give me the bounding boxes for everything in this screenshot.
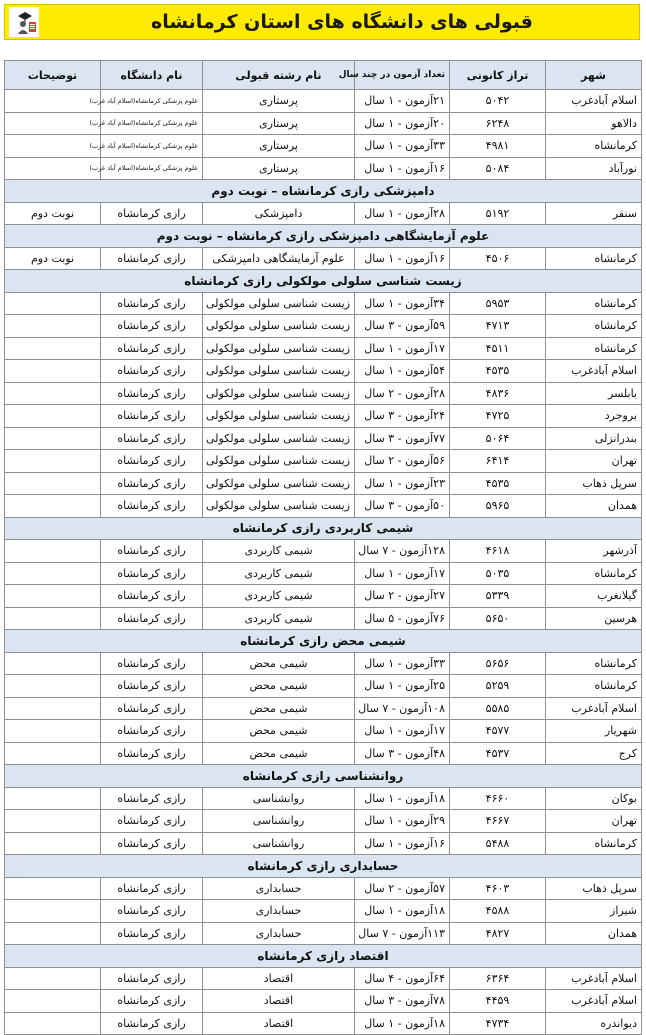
notes-cell xyxy=(5,607,101,630)
table-row xyxy=(5,720,642,743)
major-cell: حسابداری xyxy=(203,922,355,945)
notes-cell xyxy=(5,810,101,833)
notes-cell xyxy=(5,990,101,1013)
score-cell: ۵۳۳۹ xyxy=(450,585,546,608)
score-cell: ۴۷۲۵ xyxy=(450,405,546,428)
table-row xyxy=(5,697,642,720)
section-heading-row xyxy=(5,945,642,968)
exams-cell: ۱۷آزمون - ۱ سال xyxy=(355,337,450,360)
major-cell: شیمی کاربردی xyxy=(203,562,355,585)
exams-cell: ۵۷آزمون - ۲ سال xyxy=(355,877,450,900)
major-cell: حسابداری xyxy=(203,900,355,923)
score-cell: ۴۹۸۱ xyxy=(450,135,546,158)
section-heading: دامپزشکی رازی کرمانشاه – نوبت دوم xyxy=(5,180,642,203)
score-cell: ۵۵۸۵ xyxy=(450,697,546,720)
table-row xyxy=(5,810,642,833)
major-cell: زیست شناسی سلولی مولکولی xyxy=(203,450,355,473)
section-heading-row xyxy=(5,225,642,248)
section-heading-row xyxy=(5,180,642,203)
exams-cell: ۴۸آزمون - ۳ سال xyxy=(355,742,450,765)
score-cell: ۵۴۸۸ xyxy=(450,832,546,855)
notes-cell xyxy=(5,495,101,518)
university-cell: رازی کرمانشاه xyxy=(101,247,203,270)
major-cell: زیست شناسی سلولی مولکولی xyxy=(203,315,355,338)
major-cell: اقتصاد xyxy=(203,1012,355,1035)
score-cell: ۴۵۳۵ xyxy=(450,472,546,495)
city-cell: بابلسر xyxy=(546,382,642,405)
major-cell: زیست شناسی سلولی مولکولی xyxy=(203,337,355,360)
university-cell: رازی کرمانشاه xyxy=(101,382,203,405)
major-cell: دامپزشکی xyxy=(203,202,355,225)
city-cell: نورآباد xyxy=(546,157,642,180)
score-cell: ۵۹۵۳ xyxy=(450,292,546,315)
score-cell: ۵۱۹۲ xyxy=(450,202,546,225)
exams-cell: ۲۱آزمون - ۱ سال xyxy=(355,90,450,113)
city-cell: اسلام آبادغرب xyxy=(546,990,642,1013)
exams-cell: ۶۴آزمون - ۴ سال xyxy=(355,967,450,990)
table-row xyxy=(5,967,642,990)
notes-cell xyxy=(5,585,101,608)
university-cell: رازی کرمانشاه xyxy=(101,652,203,675)
table-row xyxy=(5,247,642,270)
table-row xyxy=(5,495,642,518)
section-heading-row xyxy=(5,270,642,293)
major-cell: شیمی محض xyxy=(203,720,355,743)
city-cell: کرمانشاه xyxy=(546,675,642,698)
score-cell: ۶۲۴۸ xyxy=(450,112,546,135)
column-header-city: شهر xyxy=(546,61,642,90)
city-cell: دالاهو xyxy=(546,112,642,135)
table-row xyxy=(5,450,642,473)
city-cell: دیواندره xyxy=(546,1012,642,1035)
exams-cell: ۳۳آزمون - ۱ سال xyxy=(355,652,450,675)
university-cell: رازی کرمانشاه xyxy=(101,562,203,585)
exams-cell: ۳۳آزمون - ۱ سال xyxy=(355,135,450,158)
major-cell: شیمی محض xyxy=(203,742,355,765)
table-row xyxy=(5,675,642,698)
exams-cell: ۱۶آزمون - ۱ سال xyxy=(355,247,450,270)
city-cell: اسلام آبادغرب xyxy=(546,697,642,720)
notes-cell: نوبت دوم xyxy=(5,247,101,270)
major-cell: شیمی کاربردی xyxy=(203,607,355,630)
city-cell: بندرانزلی xyxy=(546,427,642,450)
column-header-score: تراز کانونی xyxy=(450,61,546,90)
table-row xyxy=(5,157,642,180)
major-cell: پرستاری xyxy=(203,90,355,113)
university-cell: رازی کرمانشاه xyxy=(101,202,203,225)
table-row xyxy=(5,1012,642,1035)
exams-cell: ۵۹آزمون - ۳ سال xyxy=(355,315,450,338)
notes-cell xyxy=(5,877,101,900)
table-row xyxy=(5,112,642,135)
university-cell: رازی کرمانشاه xyxy=(101,427,203,450)
city-cell: سنقر xyxy=(546,202,642,225)
notes-cell xyxy=(5,652,101,675)
notes-cell xyxy=(5,157,101,180)
table-row xyxy=(5,562,642,585)
title-banner xyxy=(4,4,640,40)
exams-cell: ۷۸آزمون - ۳ سال xyxy=(355,990,450,1013)
page-title: قبولی های دانشگاه های استان کرمانشاه xyxy=(150,11,533,33)
major-cell: زیست شناسی سلولی مولکولی xyxy=(203,405,355,428)
score-cell: ۴۶۶۰ xyxy=(450,787,546,810)
exams-cell: ۲۳آزمون - ۱ سال xyxy=(355,472,450,495)
table-row xyxy=(5,922,642,945)
exams-cell: ۵۶آزمون - ۲ سال xyxy=(355,450,450,473)
table-row xyxy=(5,292,642,315)
section-heading-row xyxy=(5,630,642,653)
university-cell: رازی کرمانشاه xyxy=(101,742,203,765)
table-row xyxy=(5,472,642,495)
table-row xyxy=(5,315,642,338)
notes-cell xyxy=(5,360,101,383)
section-heading: زیست شناسی سلولی مولکولی رازی کرمانشاه xyxy=(5,270,642,293)
section-heading: علوم آزمایشگاهی دامپزشکی رازی کرمانشاه – نوبت دوم xyxy=(5,225,642,248)
city-cell: تهران xyxy=(546,450,642,473)
university-cell: علوم پزشکی کرمانشاه(اسلام آباد غرب) xyxy=(101,135,203,158)
university-cell: رازی کرمانشاه xyxy=(101,900,203,923)
score-cell: ۴۷۳۴ xyxy=(450,1012,546,1035)
table-row xyxy=(5,135,642,158)
exams-cell: ۷۶آزمون - ۵ سال xyxy=(355,607,450,630)
city-cell: تهران xyxy=(546,810,642,833)
section-heading: اقتصاد رازی کرمانشاه xyxy=(5,945,642,968)
score-cell: ۶۴۱۴ xyxy=(450,450,546,473)
university-cell: رازی کرمانشاه xyxy=(101,337,203,360)
notes-cell xyxy=(5,1012,101,1035)
city-cell: هرسین xyxy=(546,607,642,630)
table-row xyxy=(5,742,642,765)
score-cell: ۴۶۶۷ xyxy=(450,810,546,833)
notes-cell xyxy=(5,922,101,945)
notes-cell xyxy=(5,90,101,113)
university-cell: رازی کرمانشاه xyxy=(101,472,203,495)
city-cell: اسلام آبادغرب xyxy=(546,360,642,383)
university-cell: رازی کرمانشاه xyxy=(101,787,203,810)
score-cell: ۵۰۳۵ xyxy=(450,562,546,585)
city-cell: شیراز xyxy=(546,900,642,923)
score-cell: ۴۴۵۹ xyxy=(450,990,546,1013)
table-body xyxy=(5,90,642,1035)
score-cell: ۵۰۶۴ xyxy=(450,427,546,450)
admissions-table xyxy=(4,60,642,1035)
exams-cell: ۱۸آزمون - ۱ سال xyxy=(355,1012,450,1035)
table-row xyxy=(5,787,642,810)
notes-cell xyxy=(5,382,101,405)
major-cell: روانشناسی xyxy=(203,787,355,810)
university-cell: رازی کرمانشاه xyxy=(101,540,203,563)
city-cell: کرمانشاه xyxy=(546,562,642,585)
notes-cell xyxy=(5,742,101,765)
city-cell: کرمانشاه xyxy=(546,832,642,855)
notes-cell xyxy=(5,675,101,698)
major-cell: زیست شناسی سلولی مولکولی xyxy=(203,382,355,405)
notes-cell xyxy=(5,697,101,720)
notes-cell xyxy=(5,315,101,338)
table-row xyxy=(5,405,642,428)
exams-cell: ۲۹آزمون - ۱ سال xyxy=(355,810,450,833)
university-cell: رازی کرمانشاه xyxy=(101,315,203,338)
column-header-university: نام دانشگاه xyxy=(101,61,203,90)
city-cell: آذرشهر xyxy=(546,540,642,563)
notes-cell xyxy=(5,337,101,360)
major-cell: زیست شناسی سلولی مولکولی xyxy=(203,292,355,315)
column-header-exams: تعداد آزمون در چند سال xyxy=(355,61,450,90)
city-cell: کرمانشاه xyxy=(546,292,642,315)
table-row xyxy=(5,652,642,675)
notes-cell xyxy=(5,472,101,495)
city-cell: کرج xyxy=(546,742,642,765)
score-cell: ۵۰۸۴ xyxy=(450,157,546,180)
section-heading: حسابداری رازی کرمانشاه xyxy=(5,855,642,878)
exams-cell: ۱۶آزمون - ۱ سال xyxy=(355,157,450,180)
exams-cell: ۱۶آزمون - ۱ سال xyxy=(355,832,450,855)
university-cell: علوم پزشکی کرمانشاه(اسلام آباد غرب) xyxy=(101,112,203,135)
exams-cell: ۱۷آزمون - ۱ سال xyxy=(355,720,450,743)
notes-cell xyxy=(5,832,101,855)
exams-cell: ۱۱۳آزمون - ۷ سال xyxy=(355,922,450,945)
score-cell: ۴۵۳۷ xyxy=(450,742,546,765)
major-cell: پرستاری xyxy=(203,112,355,135)
table-row xyxy=(5,540,642,563)
university-cell: رازی کرمانشاه xyxy=(101,675,203,698)
notes-cell xyxy=(5,787,101,810)
exams-cell: ۷۷آزمون - ۳ سال xyxy=(355,427,450,450)
score-cell: ۵۹۶۵ xyxy=(450,495,546,518)
notes-cell xyxy=(5,112,101,135)
score-cell: ۵۶۵۶ xyxy=(450,652,546,675)
score-cell: ۴۷۱۳ xyxy=(450,315,546,338)
score-cell: ۴۶۱۸ xyxy=(450,540,546,563)
table-row xyxy=(5,202,642,225)
city-cell: شهریار xyxy=(546,720,642,743)
major-cell: روانشناسی xyxy=(203,832,355,855)
city-cell: همدان xyxy=(546,495,642,518)
table-row xyxy=(5,585,642,608)
score-cell: ۶۳۶۴ xyxy=(450,967,546,990)
major-cell: شیمی محض xyxy=(203,697,355,720)
score-cell: ۴۵۱۱ xyxy=(450,337,546,360)
major-cell: حسابداری xyxy=(203,877,355,900)
notes-cell xyxy=(5,292,101,315)
university-cell: رازی کرمانشاه xyxy=(101,360,203,383)
university-cell: رازی کرمانشاه xyxy=(101,1012,203,1035)
major-cell: شیمی کاربردی xyxy=(203,585,355,608)
university-logo-icon xyxy=(9,7,39,37)
city-cell: کرمانشاه xyxy=(546,652,642,675)
section-heading: شیمی کاربردی رازی کرمانشاه xyxy=(5,517,642,540)
exams-cell: ۱۲۸آزمون - ۷ سال xyxy=(355,540,450,563)
major-cell: زیست شناسی سلولی مولکولی xyxy=(203,427,355,450)
university-cell: علوم پزشکی کرمانشاه(اسلام آباد غرب) xyxy=(101,90,203,113)
score-cell: ۴۶۰۳ xyxy=(450,877,546,900)
university-cell: رازی کرمانشاه xyxy=(101,697,203,720)
university-cell: علوم پزشکی کرمانشاه(اسلام آباد غرب) xyxy=(101,157,203,180)
notes-cell xyxy=(5,562,101,585)
score-cell: ۵۲۵۹ xyxy=(450,675,546,698)
major-cell: زیست شناسی سلولی مولکولی xyxy=(203,495,355,518)
university-cell: رازی کرمانشاه xyxy=(101,990,203,1013)
section-heading: روانشناسی رازی کرمانشاه xyxy=(5,765,642,788)
city-cell: اسلام آبادغرب xyxy=(546,90,642,113)
section-heading: شیمی محض رازی کرمانشاه xyxy=(5,630,642,653)
university-cell: رازی کرمانشاه xyxy=(101,585,203,608)
university-cell: رازی کرمانشاه xyxy=(101,810,203,833)
score-cell: ۴۵۰۶ xyxy=(450,247,546,270)
exams-cell: ۱۰۸آزمون - ۷ سال xyxy=(355,697,450,720)
section-heading-row xyxy=(5,765,642,788)
notes-cell xyxy=(5,135,101,158)
university-cell: رازی کرمانشاه xyxy=(101,495,203,518)
exams-cell: ۳۴آزمون - ۱ سال xyxy=(355,292,450,315)
exams-cell: ۵۴آزمون - ۱ سال xyxy=(355,360,450,383)
major-cell: شیمی محض xyxy=(203,675,355,698)
major-cell: شیمی کاربردی xyxy=(203,540,355,563)
column-header-notes: توضیحات xyxy=(5,61,101,90)
city-cell: کرمانشاه xyxy=(546,135,642,158)
table-row xyxy=(5,832,642,855)
major-cell: علوم آزمایشگاهی دامپزشکی xyxy=(203,247,355,270)
score-cell: ۴۵۷۷ xyxy=(450,720,546,743)
university-cell: رازی کرمانشاه xyxy=(101,720,203,743)
city-cell: اسلام آبادغرب xyxy=(546,967,642,990)
major-cell: زیست شناسی سلولی مولکولی xyxy=(203,472,355,495)
exams-cell: ۱۷آزمون - ۱ سال xyxy=(355,562,450,585)
table-row xyxy=(5,90,642,113)
table-row xyxy=(5,337,642,360)
notes-cell xyxy=(5,450,101,473)
score-cell: ۵۰۴۲ xyxy=(450,90,546,113)
major-cell: اقتصاد xyxy=(203,990,355,1013)
exams-cell: ۲۴آزمون - ۳ سال xyxy=(355,405,450,428)
exams-cell: ۲۵آزمون - ۱ سال xyxy=(355,675,450,698)
score-cell: ۵۶۵۰ xyxy=(450,607,546,630)
table-row xyxy=(5,900,642,923)
city-cell: کرمانشاه xyxy=(546,247,642,270)
notes-cell xyxy=(5,540,101,563)
university-cell: رازی کرمانشاه xyxy=(101,450,203,473)
city-cell: سرپل ذهاب xyxy=(546,877,642,900)
notes-cell xyxy=(5,900,101,923)
exams-cell: ۲۸آزمون - ۱ سال xyxy=(355,202,450,225)
city-cell: کرمانشاه xyxy=(546,315,642,338)
university-cell: رازی کرمانشاه xyxy=(101,607,203,630)
city-cell: کرمانشاه xyxy=(546,337,642,360)
city-cell: بوکان xyxy=(546,787,642,810)
table-row xyxy=(5,877,642,900)
section-heading-row xyxy=(5,855,642,878)
table-row xyxy=(5,360,642,383)
university-cell: رازی کرمانشاه xyxy=(101,877,203,900)
table-row xyxy=(5,382,642,405)
exams-cell: ۲۰آزمون - ۱ سال xyxy=(355,112,450,135)
university-cell: رازی کرمانشاه xyxy=(101,292,203,315)
university-cell: رازی کرمانشاه xyxy=(101,967,203,990)
score-cell: ۴۵۸۸ xyxy=(450,900,546,923)
city-cell: همدان xyxy=(546,922,642,945)
table-row xyxy=(5,427,642,450)
score-cell: ۴۸۲۷ xyxy=(450,922,546,945)
major-cell: پرستاری xyxy=(203,135,355,158)
table-header-row xyxy=(5,61,642,90)
major-cell: اقتصاد xyxy=(203,967,355,990)
university-cell: رازی کرمانشاه xyxy=(101,832,203,855)
score-cell: ۴۸۳۶ xyxy=(450,382,546,405)
notes-cell xyxy=(5,720,101,743)
city-cell: بروجرد xyxy=(546,405,642,428)
exams-cell: ۲۷آزمون - ۲ سال xyxy=(355,585,450,608)
city-cell: گیلانغرب xyxy=(546,585,642,608)
section-heading-row xyxy=(5,517,642,540)
major-cell: شیمی محض xyxy=(203,652,355,675)
exams-cell: ۵۰آزمون - ۳ سال xyxy=(355,495,450,518)
university-cell: رازی کرمانشاه xyxy=(101,405,203,428)
major-cell: پرستاری xyxy=(203,157,355,180)
major-cell: روانشناسی xyxy=(203,810,355,833)
column-header-major: نام رشته قبولی xyxy=(203,61,355,90)
city-cell: سرپل ذهاب xyxy=(546,472,642,495)
exams-cell: ۱۸آزمون - ۱ سال xyxy=(355,787,450,810)
major-cell: زیست شناسی سلولی مولکولی xyxy=(203,360,355,383)
notes-cell xyxy=(5,427,101,450)
table-row xyxy=(5,607,642,630)
university-cell: رازی کرمانشاه xyxy=(101,922,203,945)
score-cell: ۴۵۳۵ xyxy=(450,360,546,383)
exams-cell: ۱۸آزمون - ۱ سال xyxy=(355,900,450,923)
table-row xyxy=(5,990,642,1013)
exams-cell: ۲۸آزمون - ۲ سال xyxy=(355,382,450,405)
notes-cell xyxy=(5,405,101,428)
notes-cell: نوبت دوم xyxy=(5,202,101,225)
notes-cell xyxy=(5,967,101,990)
